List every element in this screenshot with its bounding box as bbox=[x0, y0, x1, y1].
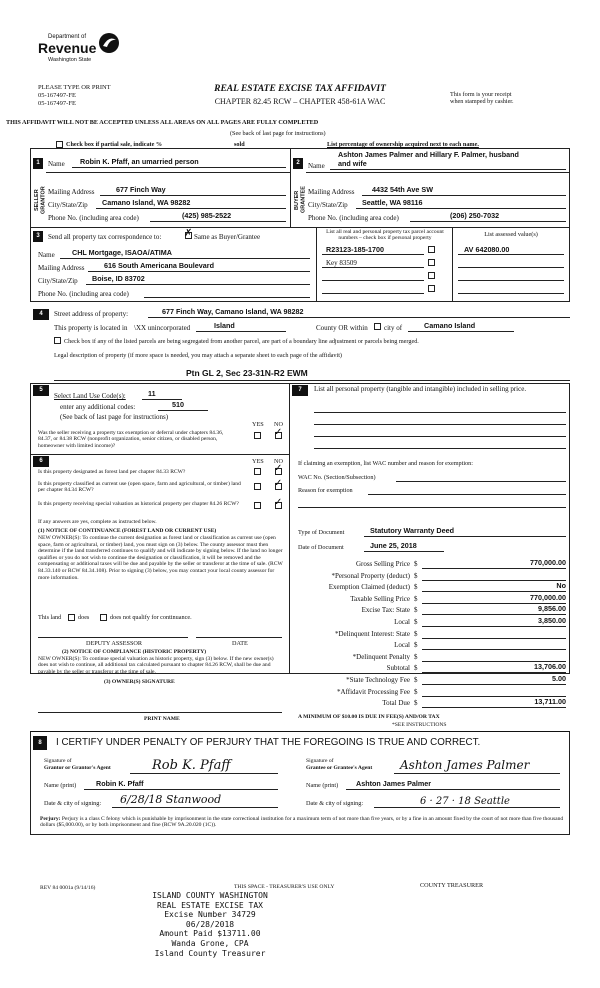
county-treasurer: COUNTY TREASURER bbox=[420, 882, 484, 889]
perjury-label: Perjury: bbox=[40, 816, 61, 822]
tax-line-value: No bbox=[556, 581, 566, 591]
parcel-header: List all real and personal property tax parcel account numbers – check box if personal property bbox=[326, 229, 444, 242]
see-back-5: (See back of last page for instructions) bbox=[60, 413, 169, 421]
same-as-buyer-check-icon: ✗ bbox=[184, 228, 193, 239]
grantor-date-label: Date & city of signing: bbox=[44, 800, 102, 807]
perjury-note bbox=[40, 816, 564, 829]
deputy-assessor-label: DEPUTY ASSESSOR bbox=[86, 640, 142, 647]
dollar-sign: $ bbox=[414, 675, 418, 684]
land-does-not: does not qualify for continuance. bbox=[110, 614, 192, 621]
tax-line-label: Gross Selling Price bbox=[355, 560, 410, 568]
buyer-grantee-label: BUYER GRANTEE bbox=[294, 186, 307, 214]
seller-city-label: City/State/Zip bbox=[48, 201, 88, 209]
corr-address: 616 South Americana Boulevard bbox=[104, 261, 214, 270]
tax-line-row bbox=[298, 629, 568, 641]
grantee-sig-label-1: Signature of bbox=[306, 758, 334, 764]
dept-line1: Department of bbox=[48, 34, 87, 40]
section-5-badge: 5 bbox=[33, 385, 49, 396]
see-instructions: *SEE INSTRUCTIONS bbox=[392, 722, 447, 728]
doc-date-label: Date of Document bbox=[298, 544, 344, 551]
dollar-sign: $ bbox=[414, 664, 418, 673]
partial-sale-checkbox[interactable] bbox=[56, 141, 63, 148]
buyer-phone: (206) 250-7032 bbox=[450, 211, 500, 220]
stamp-line: 06/28/2018 bbox=[185, 919, 235, 929]
dollar-sign: $ bbox=[414, 583, 418, 592]
grantee-date: 6 · 27 · 18 Seattle bbox=[420, 796, 510, 807]
grantee-sig-label-2: Grantee or Grantee's Agent bbox=[306, 765, 373, 771]
buyer-name-label: Name bbox=[308, 162, 325, 170]
forest-question: Is this property designated as forest land per chapter 84.33 RCW? bbox=[38, 469, 186, 475]
dollar-sign: $ bbox=[414, 629, 418, 638]
yes-header-5: YES bbox=[252, 421, 264, 428]
tax-line-label: Local bbox=[394, 641, 410, 650]
chapter-line: CHAPTER 82.45 RCW – CHAPTER 458-61A WAC bbox=[214, 97, 386, 106]
corr-name-label: Name bbox=[38, 251, 55, 259]
corr-city-label: City/State/Zip bbox=[38, 277, 78, 285]
page-title: REAL ESTATE EXCISE TAX AFFIDAVIT bbox=[214, 84, 386, 94]
receipt-note-2: when stamped by cashier. bbox=[450, 98, 514, 105]
buyer-city-label: City/State/Zip bbox=[308, 201, 348, 209]
located-label: This property is located in bbox=[54, 324, 128, 332]
unincorporated: \XX unincorporated bbox=[134, 324, 191, 332]
tax-line-row bbox=[298, 698, 568, 710]
grantee-name-label: Name (print) bbox=[306, 782, 339, 789]
dollar-sign: $ bbox=[414, 699, 418, 708]
tax-line-row bbox=[298, 582, 568, 594]
seller-address: 677 Finch Way bbox=[116, 185, 166, 194]
grantor-date: 6/28/18 Stanwood bbox=[120, 793, 222, 806]
section-2-badge: 2 bbox=[293, 158, 303, 169]
parcel-2-personal-checkbox[interactable] bbox=[428, 259, 435, 266]
exempt-question: Was the seller receiving a property tax exemption or deferral under chapters 84.36, 84.37, or 84.38 RCW (nonprofit organization, senior citizen, or disabled person, homeowner with limited income)? bbox=[38, 430, 224, 449]
additional-codes-label: enter any additional codes: bbox=[60, 403, 136, 411]
notice1-title: (1) NOTICE OF CONTINUANCE (FOREST LAND OR CURRENT USE) bbox=[38, 528, 217, 534]
see-back-note: (See back of last page for instructions) bbox=[230, 130, 326, 137]
land-use-code: 11 bbox=[148, 389, 156, 398]
send-corr-label: Send all property tax correspondence to: bbox=[48, 233, 162, 241]
doc-date: June 25, 2018 bbox=[370, 541, 417, 550]
rev-number: REV 84 0001a (9/14/16) bbox=[40, 885, 96, 891]
tax-line-row bbox=[298, 675, 568, 687]
dollar-sign: $ bbox=[414, 606, 418, 615]
buyer-name-line1: Ashton James Palmer and Hillary F. Palmer, husband bbox=[338, 150, 519, 159]
tax-line-row bbox=[298, 571, 568, 583]
partial-sale-label: Check box if partial sale, indicate % bbox=[66, 141, 163, 148]
section-6-badge: 6 bbox=[33, 456, 49, 467]
stamp-line: ISLAND COUNTY WASHINGTON bbox=[152, 891, 268, 900]
yes-header-6: YES bbox=[252, 458, 264, 465]
historic-no-check-icon: ✓ bbox=[274, 497, 283, 508]
county-or-label: County OR within bbox=[316, 324, 368, 332]
seller-phone: (425) 985-2522 bbox=[182, 211, 232, 220]
parcel-2: Key 83509 bbox=[326, 259, 357, 267]
city-value: Camano Island bbox=[424, 321, 476, 330]
date-label: DATE bbox=[232, 640, 248, 647]
grantor-name: Robin K. Pfaff bbox=[96, 779, 144, 788]
tax-line-value: 5.00 bbox=[552, 673, 566, 683]
section-4-badge: 4 bbox=[33, 309, 49, 320]
tax-line-row bbox=[298, 559, 568, 571]
buyer-address-label: Mailing Address bbox=[308, 188, 355, 196]
forest-yes-checkbox[interactable] bbox=[254, 468, 261, 475]
exempt-yes-checkbox[interactable] bbox=[254, 432, 261, 439]
tax-line-label: Taxable Selling Price bbox=[350, 594, 410, 603]
grantor-name-label: Name (print) bbox=[44, 782, 77, 789]
grantee-name: Ashton James Palmer bbox=[356, 779, 432, 788]
forest-no-check-icon: ✓ bbox=[274, 463, 283, 474]
parcel-3-personal-checkbox[interactable] bbox=[428, 272, 435, 279]
owner-sig-label: (3) OWNER(S) SIGNATURE bbox=[104, 679, 175, 685]
tax-line-value: 770,000.00 bbox=[530, 592, 566, 602]
certify-statement: I CERTIFY UNDER PENALTY OF PERJURY THAT THE FOREGOING IS TRUE AND CORRECT. bbox=[56, 737, 481, 748]
dollar-sign: $ bbox=[414, 687, 418, 696]
segregated-checkbox[interactable] bbox=[54, 337, 61, 344]
current-use-question: Is this property classified as current use (open space, farm and agricultural, or timber) land per chapter 84.34 RCW? bbox=[38, 481, 241, 494]
city-of-label: city of bbox=[384, 324, 403, 332]
seller-name: Robin K. Pfaff, an umarried person bbox=[80, 157, 199, 166]
notice2-text: NEW OWNER(S): To continue special valuation as historic property, sign (3) below. If the new owner(s) does not wish to continue, all additional tax calculated pursuant to chapter 84.26 RCW, shall be due and payable by the seller or transferor at the time of sale. bbox=[38, 656, 274, 675]
exempt-no-check-icon: ✓ bbox=[274, 427, 283, 438]
tax-line-label: Excise Tax: State bbox=[361, 606, 410, 615]
minimum-note: A MINIMUM OF $10.00 IS DUE IN FEE(S) AND/OR TAX bbox=[298, 714, 440, 720]
tax-line-label: Exemption Claimed (deduct) bbox=[328, 583, 410, 592]
tax-lines bbox=[298, 559, 568, 710]
segregated-label: Check box if any of the listed parcels are being segregated from another parcel, are part of a boundary line adjustment or parcels being merged. bbox=[64, 338, 419, 345]
grantee-signature: Ashton James Palmer bbox=[400, 758, 530, 772]
receipt-note-1: This form is your receipt bbox=[450, 91, 512, 98]
historic-yes-checkbox[interactable] bbox=[254, 502, 261, 509]
exemption-claim-label: If claiming an exemption, list WAC number and reason for exemption: bbox=[298, 460, 473, 467]
tax-line-row bbox=[298, 617, 568, 629]
land-does-not-checkbox[interactable] bbox=[100, 614, 107, 621]
form-number-2: 05-167497-FE bbox=[38, 100, 76, 107]
tax-line-value: 13,706.00 bbox=[534, 662, 566, 672]
tax-line-row bbox=[298, 594, 568, 606]
buyer-address: 4432 54th Ave SW bbox=[372, 185, 433, 194]
tax-line-label: *Personal Property (deduct) bbox=[331, 571, 410, 580]
stamp-line: Excise Number 34729 bbox=[164, 910, 256, 920]
legal-label: Legal description of property (if more space is needed, you may attach a separate sheet to each page of the affidavit) bbox=[54, 352, 342, 359]
assessed-1: AV 642080.00 bbox=[464, 245, 510, 254]
section-3-badge: 3 bbox=[33, 231, 43, 242]
corr-phone-label: Phone No. (including area code) bbox=[38, 290, 129, 298]
treasurer-stamp bbox=[110, 891, 310, 958]
seller-city: Camano Island, WA 98282 bbox=[102, 198, 191, 207]
tax-line-value: 770,000.00 bbox=[530, 558, 566, 567]
land-use-label: Select Land Use Code(s): bbox=[54, 392, 126, 400]
street-label: Street address of property: bbox=[54, 310, 129, 318]
tax-line-label: Total Due bbox=[382, 699, 410, 708]
section-7-badge: 7 bbox=[292, 385, 308, 396]
stamp-line: Island County Treasurer bbox=[154, 948, 266, 958]
stamp-line: Amount Paid $13711.00 bbox=[159, 929, 261, 939]
dollar-sign: $ bbox=[414, 652, 418, 661]
stamp-line: Wanda Grone, CPA bbox=[171, 938, 249, 948]
within-city-checkbox[interactable] bbox=[374, 323, 381, 330]
tax-line-label: *Delinquent Penalty bbox=[352, 652, 410, 661]
personal-property-label: List all personal property (tangible and intangible) included in selling price. bbox=[314, 385, 527, 393]
dollar-sign: $ bbox=[414, 560, 418, 568]
if-yes-note: If any answers are yes, complete as instructed below. bbox=[38, 519, 157, 525]
notice1-text: NEW OWNER(S): To continue the current designation as forest land or classification as current use (open space, farm or agricultural, or timber) land, you must sign on (3) below. The county assessor must then determine if the land transferred continues to qualify and will indicate by signing below. If the land no longer qualifies or you do not wish to continue the designation or classification, it will be removed and the compensating or additional taxes will be due and payable by the seller or transferor at the time of sale. (RCW 84.33.140 or RCW 84.34.108). Prior to signing (3) below, you may contact your local county assessor for more information. bbox=[38, 535, 283, 581]
seller-phone-label: Phone No. (including area code) bbox=[48, 214, 139, 222]
grantee-date-label: Date & city of signing: bbox=[306, 800, 364, 807]
print-note: PLEASE TYPE OR PRINT bbox=[38, 84, 111, 91]
stamp-line: REAL ESTATE EXCISE TAX bbox=[157, 900, 263, 910]
buyer-name-line2: and wife bbox=[338, 159, 367, 168]
tax-line-label: Subtotal bbox=[386, 664, 410, 673]
doc-type: Statutory Warranty Deed bbox=[370, 526, 455, 535]
historic-question: Is this property receiving special valuation as historical property per chapter 84.26 RCW? bbox=[38, 501, 239, 507]
land-label: This land bbox=[38, 614, 62, 621]
dept-line3: Washington State bbox=[48, 57, 92, 63]
reason-label: Reason for exemption bbox=[298, 487, 353, 494]
buyer-city: Seattle, WA 98116 bbox=[362, 198, 423, 207]
tax-line-row bbox=[298, 640, 568, 652]
revenue-logo-icon bbox=[98, 32, 120, 54]
assessed-header: List assessed value(s) bbox=[484, 231, 538, 238]
dollar-sign: $ bbox=[414, 594, 418, 603]
dept-line2: Revenue bbox=[38, 40, 97, 56]
grantor-sig-label-1: Signature of bbox=[44, 758, 72, 764]
land-does-checkbox[interactable] bbox=[68, 614, 75, 621]
perjury-text: Perjury is a class C felony which is punishable by imprisonment in the state correctional institution for a maximum term of not more than five years, or by a fine in an amount fixed by the court of not more than five thousand dollars ($5,000.00), or by both imprisonment and fine (RCW 9A.20.020 (1C)). bbox=[40, 816, 564, 829]
tax-line-label: *State Technology Fee bbox=[346, 675, 410, 684]
seller-name-label: Name bbox=[48, 160, 65, 168]
dollar-sign: $ bbox=[414, 617, 418, 626]
county-value: Island bbox=[214, 321, 235, 330]
street-address: 677 Finch Way, Camano Island, WA 98282 bbox=[162, 307, 304, 316]
corr-name: CHL Mortgage, ISAOA/ATIMA bbox=[72, 248, 172, 257]
tax-line-value: 13,711.00 bbox=[534, 697, 566, 707]
dollar-sign: $ bbox=[414, 641, 418, 650]
tax-line-row bbox=[298, 687, 568, 699]
section-1-badge: 1 bbox=[33, 158, 43, 169]
wac-label: WAC No. (Section/Subsection) bbox=[298, 474, 376, 481]
dollar-sign: $ bbox=[414, 571, 418, 580]
parcel-4-personal-checkbox[interactable] bbox=[428, 285, 435, 292]
corr-city: Boise, ID 83702 bbox=[92, 274, 145, 283]
tax-line-label: *Delinquent Interest: State bbox=[334, 629, 410, 638]
tax-line-row bbox=[298, 663, 568, 675]
no-header-6: NO bbox=[274, 458, 283, 465]
tax-line-row bbox=[298, 652, 568, 664]
form-number-1: 05-167497-FE bbox=[38, 92, 76, 99]
tax-line-value: 3,850.00 bbox=[538, 615, 566, 625]
parcel-1-personal-checkbox[interactable] bbox=[428, 246, 435, 253]
doc-type-label: Type of Document bbox=[298, 529, 345, 536]
legal-description: Ptn GL 2, Sec 23-31N-R2 EWM bbox=[186, 368, 308, 378]
grantor-signature: Rob K. Pfaff bbox=[152, 758, 231, 773]
seller-grantor-label: SELLER GRANTOR bbox=[34, 186, 47, 214]
grantor-sig-label-2: Grantor or Grantor's Agent bbox=[44, 765, 111, 771]
tax-line-label: *Affidavit Processing Fee bbox=[337, 687, 410, 696]
current-use-yes-checkbox[interactable] bbox=[254, 483, 261, 490]
warning-line: THIS AFFIDAVIT WILL NOT BE ACCEPTED UNLESS ALL AREAS ON ALL PAGES ARE FULLY COMPLETED bbox=[6, 119, 319, 126]
parcel-1: R23123-185-1700 bbox=[326, 245, 384, 254]
tax-line-row bbox=[298, 605, 568, 617]
additional-codes: 510 bbox=[172, 400, 184, 409]
current-use-no-check-icon: ✓ bbox=[274, 478, 283, 489]
tax-line-value: 9,856.00 bbox=[538, 604, 566, 614]
print-name-label: PRINT NAME bbox=[144, 716, 180, 722]
land-does: does bbox=[78, 614, 90, 621]
treasurer-space: THIS SPACE - TREASURER'S USE ONLY bbox=[234, 884, 335, 890]
buyer-phone-label: Phone No. (including area code) bbox=[308, 214, 399, 222]
section-8-badge: 8 bbox=[33, 736, 47, 750]
notice2-title: (2) NOTICE OF COMPLIANCE (HISTORIC PROPERTY) bbox=[62, 649, 207, 655]
same-as-buyer-label: Same as Buyer/Grantee bbox=[194, 233, 261, 241]
sold-label: sold bbox=[234, 141, 245, 148]
seller-address-label: Mailing Address bbox=[48, 188, 95, 196]
ownership-note: List percentage of ownership acquired next to each name. bbox=[327, 141, 479, 148]
revenue-logo bbox=[40, 30, 130, 72]
corr-address-label: Mailing Address bbox=[38, 264, 85, 272]
tax-line-label: Local bbox=[394, 617, 410, 626]
no-header-5: NO bbox=[274, 421, 283, 428]
